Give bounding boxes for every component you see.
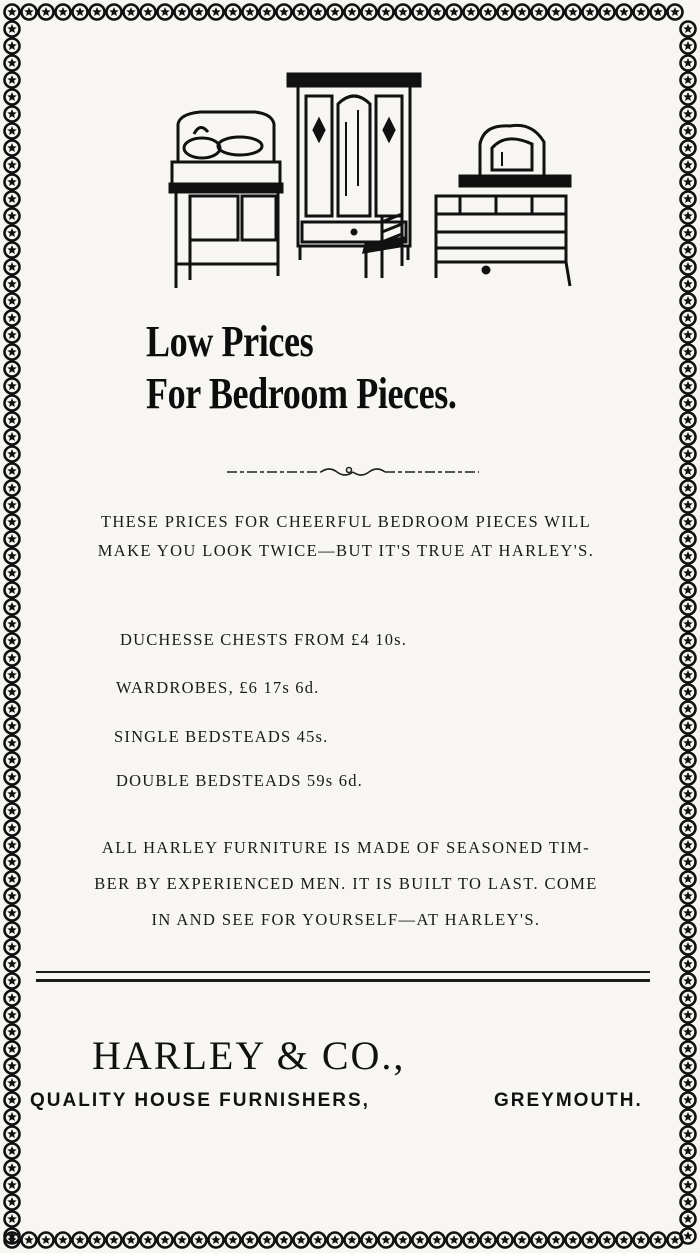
tagline: QUALITY HOUSE FURNISHERS, [30, 1090, 370, 1111]
price-item: SINGLE BEDSTEADS 45s. [114, 727, 329, 746]
closing-line-2: BER BY EXPERIENCED MEN. IT IS BUILT TO LAST. COME [94, 874, 598, 893]
firm-name: HARLEY & CO., [92, 1033, 406, 1078]
price-item: DUCHESSE CHESTS FROM £4 10s. [120, 630, 408, 649]
price-item: WARDROBES, £6 17s 6d. [116, 678, 320, 697]
headline-line-1: Low Prices [146, 317, 314, 366]
closing-line-3: IN AND SEE FOR YOURSELF—AT HARLEY'S. [151, 910, 541, 929]
bedroom-furniture-illustration-icon [160, 66, 580, 292]
divider-rule [36, 971, 650, 973]
intro-line-1: THESE PRICES FOR CHEERFUL BEDROOM PIECES WILL [100, 512, 592, 531]
headline [146, 316, 540, 420]
closing-line-1: ALL HARLEY FURNITURE IS MADE OF SEASONED TIM- [101, 838, 591, 857]
divider-rule [36, 979, 650, 982]
washstand-icon [170, 112, 282, 288]
intro-line-2: MAKE YOU LOOK TWICE—BUT IT'S TRUE AT HARLEY'S. [97, 541, 595, 560]
price-item: DOUBLE BEDSTEADS 59s 6d. [116, 771, 363, 790]
dressing-chest-icon [436, 125, 570, 286]
town: GREYMOUTH. [494, 1090, 643, 1111]
headline-line-2: For Bedroom Pieces. [146, 369, 457, 418]
decorative-divider-icon [225, 464, 481, 480]
wardrobe-icon [288, 74, 420, 260]
